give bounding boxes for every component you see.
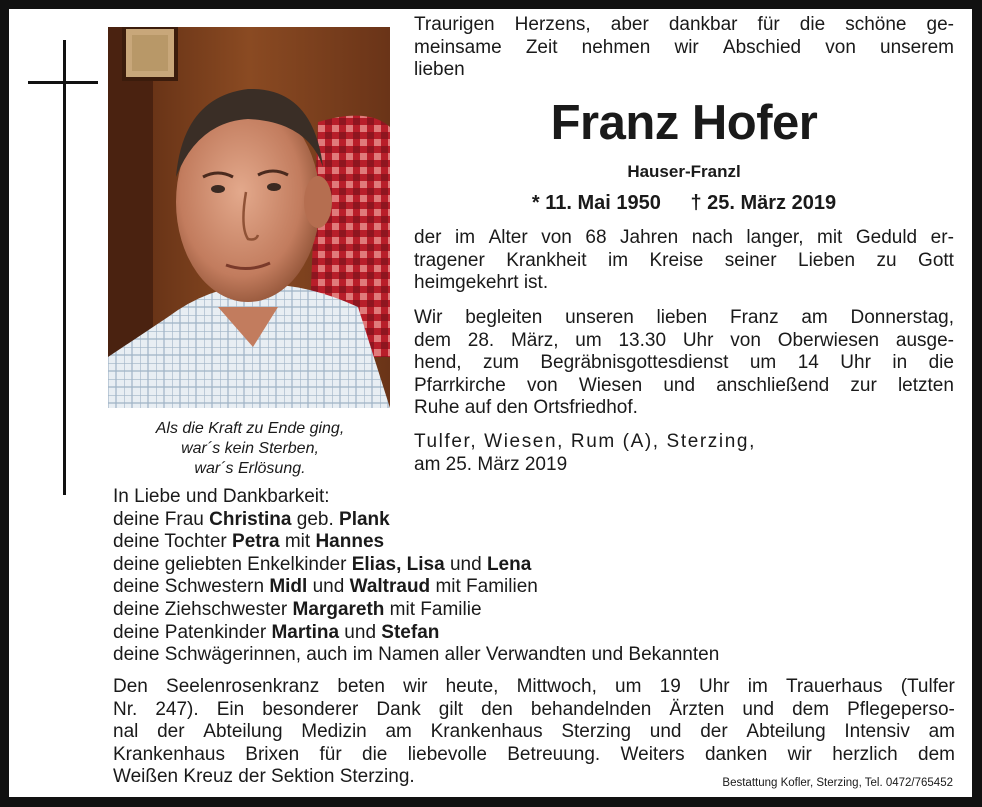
word: aber [610, 14, 649, 35]
word: Brixen [245, 743, 300, 765]
mourner-line [113, 644, 719, 667]
photo-caption [110, 419, 390, 479]
word: Zeit [525, 36, 558, 58]
word: Jahren [620, 227, 679, 248]
deceased-name: Franz Hofer [550, 96, 818, 150]
mourner-relation: deine geliebten Enkelkinder [113, 553, 352, 575]
mourner-line [113, 576, 719, 599]
word: Lieben [798, 249, 856, 271]
places: Tulfer, Wiesen, Rum (A), Sterzing, [414, 431, 756, 452]
word: ge- [926, 14, 954, 35]
word: Uhr [682, 329, 714, 351]
word: ausge- [895, 329, 954, 351]
word: Seelenrosenkranz [166, 676, 320, 697]
mourner-line [113, 622, 719, 645]
word: dem [918, 743, 955, 765]
word: Traurigen [414, 14, 495, 35]
justified-line [414, 37, 954, 60]
word: Pfarrkirche [414, 374, 506, 396]
mourner-name: Lena [486, 553, 532, 575]
mourner-relation: und [307, 576, 350, 598]
word: am [801, 307, 828, 328]
justified-line [414, 330, 954, 353]
mourner-name: Martina [271, 621, 340, 643]
word: für [757, 14, 780, 35]
text-line: Weißen Kreuz der Sektion Sterzing. [113, 766, 415, 788]
word: für [319, 743, 342, 765]
justified-line [113, 721, 955, 744]
mourner-name: Hannes [315, 531, 385, 553]
caption-line: war´s Erlösung. [194, 460, 306, 477]
justified-line [414, 375, 954, 398]
mourner-relation: deine Ziehschwester [113, 598, 293, 620]
text-line: heimgekehrt ist. [414, 272, 549, 294]
bio-paragraph [414, 227, 954, 295]
justified-line [414, 227, 954, 250]
place-and-date [414, 431, 756, 476]
word: und [663, 374, 696, 396]
mourners-intro: In Liebe und Dankbarkeit: [113, 486, 330, 507]
mourner-relation: und [444, 553, 487, 575]
mourner-name: Waltraud [349, 576, 431, 598]
mourner-name: Plank [339, 508, 390, 530]
mourner-line [113, 554, 719, 577]
word: Uhr [840, 352, 871, 374]
word: beten [337, 676, 385, 697]
word: dem [792, 698, 830, 720]
word: Pflegeperso- [847, 698, 955, 720]
mourners-list [113, 486, 719, 667]
mourner-name: Midl [269, 576, 308, 598]
mourner-relation: deine Patenkinder [113, 621, 272, 643]
mourner-relation: deine Tochter [113, 531, 233, 553]
word: um [575, 329, 602, 351]
word: Dank [376, 698, 421, 720]
word: Weiters [620, 743, 685, 765]
word: heute, [445, 676, 499, 697]
word: begleiten [465, 307, 543, 328]
word: und [649, 721, 682, 743]
funeral-paragraph [414, 307, 954, 420]
word: Abteilung [203, 721, 283, 743]
word: die [928, 352, 954, 374]
word: Alter [488, 227, 528, 248]
word: Krankheit [506, 249, 587, 271]
word: Herzens, [514, 14, 591, 35]
word: liebevolle [407, 743, 487, 765]
justified-line [113, 699, 955, 722]
word: Intensiv [844, 721, 910, 743]
word: Trauerhaus [786, 676, 883, 697]
life-dates [414, 192, 954, 215]
word: dem [414, 329, 451, 351]
word: behandelnden [530, 698, 652, 720]
mourner-relation: und [339, 621, 382, 643]
word: seiner [724, 249, 777, 271]
word: am [928, 721, 955, 743]
mourner-line [113, 509, 719, 532]
word: 19 [659, 676, 681, 697]
word: 28. [467, 329, 495, 351]
mourner-line [113, 599, 719, 622]
word: Uhr [698, 676, 730, 697]
word: Abschied [722, 36, 802, 58]
word: im [455, 227, 476, 248]
word: im [607, 249, 629, 271]
word: letzten [897, 374, 954, 396]
word: um [749, 352, 777, 374]
word: Ein [216, 698, 245, 720]
closing-paragraph [113, 676, 955, 789]
word: die [362, 743, 388, 765]
word: tragener [414, 249, 485, 271]
word: um [615, 676, 642, 697]
word: im [747, 676, 768, 697]
word: meinsame [414, 36, 502, 58]
word: unseren [565, 307, 634, 328]
mourner-name: Elias, Lisa [351, 553, 445, 575]
word: Wiesen [578, 374, 643, 396]
word: anschließend [716, 374, 830, 396]
word: wir [403, 676, 428, 697]
mourner-relation: mit Familie [384, 598, 482, 620]
word: von [527, 374, 558, 396]
word: danken [704, 743, 768, 765]
portrait-photo [108, 27, 390, 408]
nickname: Hauser-Franzl [627, 162, 741, 181]
word: und [742, 698, 775, 720]
word: nach [691, 227, 733, 248]
word: 13.30 [618, 329, 667, 351]
word: nal [113, 721, 139, 743]
caption-line: war´s kein Sterben, [181, 440, 319, 457]
word: Abteilung [746, 721, 826, 743]
word: zur [850, 374, 877, 396]
notice-date: am 25. März 2019 [414, 453, 568, 475]
word: 68 [585, 227, 607, 248]
intro-paragraph [414, 14, 954, 82]
word: Krankenhaus [113, 743, 225, 765]
mourner-relation: deine Frau [113, 508, 210, 530]
word: er- [930, 227, 954, 248]
word: hend, [414, 352, 462, 374]
word: Medizin [301, 721, 367, 743]
death-date: † 25. März 2019 [690, 192, 837, 214]
word: von [825, 36, 856, 58]
word: von [730, 329, 761, 351]
word: lieben [656, 307, 708, 328]
word: zum [483, 352, 519, 374]
justified-line [113, 676, 955, 699]
word: Kreise [649, 249, 704, 271]
word: mit [817, 227, 843, 248]
word: 14 [797, 352, 819, 374]
justified-line [414, 250, 954, 273]
justified-line [414, 307, 954, 330]
word: schöne [845, 14, 907, 35]
word: in [892, 352, 908, 374]
word: der [414, 227, 442, 248]
word: Betreuung. [507, 743, 601, 765]
word: herzlich [832, 743, 898, 765]
word: den [481, 698, 513, 720]
word: dankbar [668, 14, 738, 35]
word: Sterzing [561, 721, 632, 743]
word: nehmen [581, 36, 651, 58]
word: Wir [414, 307, 443, 328]
caption-line: Als die Kraft zu Ende ging, [155, 420, 345, 437]
text-line: lieben [414, 59, 465, 81]
word: am [385, 721, 412, 743]
mourner-name: Petra [232, 531, 280, 553]
mourner-relation: mit Familien [430, 576, 538, 598]
word: Oberwiesen [777, 329, 880, 351]
word: Den [113, 676, 148, 697]
word: Krankenhaus [430, 721, 543, 743]
birth-date: * 11. Mai 1950 [531, 192, 661, 214]
mourner-name: Stefan [381, 621, 440, 643]
mourner-relation: deine Schwägerinnen, auch im Namen aller Verwandten und Bekannten [113, 644, 720, 666]
word: Gott [918, 249, 954, 271]
justified-line [414, 352, 954, 375]
mourner-relation: mit [279, 531, 316, 553]
word: Ärzten [669, 698, 725, 720]
word: 247). [155, 698, 199, 720]
word: der [157, 721, 185, 743]
word: (Tulfer [900, 676, 955, 697]
word: Begräbnisgottesdienst [540, 352, 729, 374]
mourner-relation: deine Schwestern [113, 576, 270, 598]
undertaker-contact: Bestattung Kofler, Sterzing, Tel. 0472/765452 [722, 777, 953, 789]
justified-line [414, 14, 954, 37]
justified-line [113, 744, 955, 767]
word: unserem [880, 36, 954, 58]
mourner-name: Christina [209, 508, 292, 530]
mourner-relation: geb. [291, 508, 340, 530]
word: langer, [746, 227, 804, 248]
mourner-name: Margareth [292, 598, 385, 620]
mourner-line [113, 531, 719, 554]
word: zu [876, 249, 897, 271]
word: Franz [730, 307, 779, 328]
word: Geduld [855, 227, 918, 248]
word: Donnerstag, [850, 307, 954, 328]
word: von [541, 227, 572, 248]
word: März, [510, 329, 559, 351]
word: besonderer [262, 698, 359, 720]
word: wir [787, 743, 812, 765]
text-line: Ruhe auf den Ortsfriedhof. [414, 397, 638, 419]
word: Mittwoch, [516, 676, 597, 697]
word: die [799, 14, 826, 35]
word: Nr. [113, 698, 138, 720]
word: wir [674, 36, 699, 58]
word: gilt [438, 698, 464, 720]
word: der [700, 721, 728, 743]
